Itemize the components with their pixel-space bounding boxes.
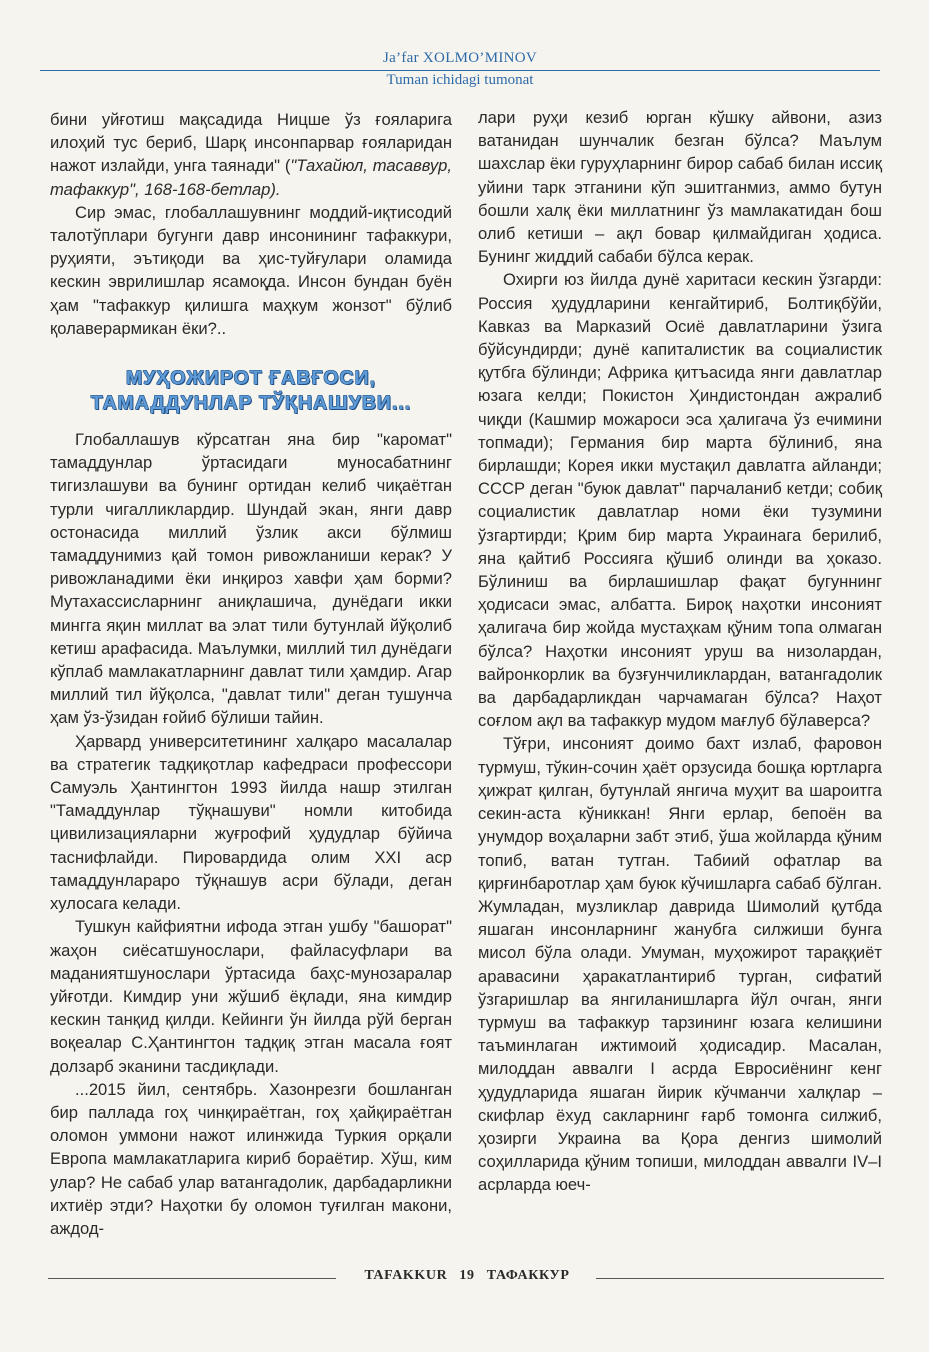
section-heading-line-2: ТАМАДДУНЛАР ТЎҚНАШУВИ... <box>90 392 412 415</box>
footer-right-label: ТАФАККУР <box>486 1268 570 1283</box>
page-number: 19 <box>459 1268 475 1283</box>
left-paragraph-2: Сир эмас, глобаллашувнинг моддий-иқтисодий талотўплари бугунги давр инсонининг тафаккури, руҳияти, эътиқоди ва ҳис-туйғулари оламида кескин эврилишлар ясамоқда. Инсон бундан буён ҳам "тафаккур қилишга маҳкум жонзот" бўлиб қолаверармикан ёки?.. <box>50 202 452 338</box>
section-heading-line-1: МУҲОЖИРОТ ҒАВҒОСИ, <box>125 367 377 390</box>
footer-text <box>344 1268 590 1284</box>
right-paragraph-3: Тўғри, инсоният доимо бахт излаб, фаровон турмуш, тўкин-сочин ҳаёт орзусида бошқа юртларга ҳижрат қилган, бутунлай янгича муҳит ва шароитга секин-аста кўниккан! Янги ерлар, бепоён ва унумдор воҳаларни забт этиб, ўша жойларда қўним топиб, ватан тутган. Табиий офатлар ва қирғинбаротлар ҳам буюк кўчишларга сабаб бўлган. Жумладан, музликлар даврида Шимолий қутбда яшаган инсонларнинг жанубга силжиши бунга мисол бўла олади. Умуман, муҳожирот тараққиёт аравасини ҳаракатлантириб турган, сифатий ўзгаришлар ва янгиланишларга йўл очган, янги турмуш ва тафаккур тарзининг юзага келишини таъминлаган ижтимоий ҳодисадир. Масалан, милоддан аввалги I асрда Евросиёнинг кенг ҳудудларида яшаган йирик кўчманчи халқлар – скифлар ёхуд сакларнинг ғарб томонга силжиб, ҳозирги Украина ва Қора денгиз шимолий соҳилларида қўним топиши, милоддан аввалги IV–I асрларда юеч- <box>478 734 882 1195</box>
left-paragraph-5: Тушкун кайфиятни ифода этган ушбу "башорат" жаҳон сиёсатшунослари, файласуфлари ва маданиятшунослари ўртасида баҳс-мунозаралар уйғотди. Кимдир уни жўшиб ёқлади, яна кимдир кескин танқид қилди. Кейинги ўн йилда рўй берган воқеалар С.Ҳантингтон тадқиқ этган масала ғоят долзарб эканини тасдиқлади. <box>50 917 452 1076</box>
footer-rule-left <box>48 1278 336 1279</box>
left-paragraph-1-reference: "Тахайюл, тасаввур, тафаккур", 168-168-бетлар). <box>50 156 452 199</box>
header-author: Ja’far XOLMO’MINOV <box>382 50 538 66</box>
right-paragraph-2: Охирги юз йилда дунё харитаси кескин ўзгарди: Россия ҳудудларини кенгайтириб, Болтиқбўйи, Кавказ ва Марказий Осиё давлатларини ўзига бўйсундирди; дунё капиталистик ва социалистик қутбга бўлинди; Африка қитъасида янги давлатлар юзага келди; Покистон Ҳиндистондан ажралиб чиқди (Кашмир можароси эса ҳалигача ўз ечимини топмади); Германия бир марта бўлиниб, яна бирлашди; Корея икки мустақил давлатга айланди; СССР деган "буюк давлат" парчаланиб кетди; собиқ социалистик давлатлар номи ёки тузумини ўзгартирди; Қрим бир марта Украинага берилиб, яна қайтиб Россияга қўшиб олинди ва ҳоказо. Бўлиниш ва бирлашишлар фақат бугуннинг ҳодисаси эмас, албатта. Бироқ наҳотки инсоният ҳалигача бир жойда мустаҳкам қўним топа олмаган бўлса? Наҳотки инсоният уруш ва низолардан, вайронкорлик ва бузғунчиликлардан, ватангадолик ва дарбадарликдан чарчамаган бўлса? Наҳот соғлом ақл ва тафаккур мудом мағлуб бўлаверса? <box>478 270 882 731</box>
left-paragraph-3: Глобаллашув кўрсатган яна бир "каромат" тамаддунлар ўртасидаги муносабатнинг тигизлашуви ва бунинг ортидан келиб чиқаётган турли чигалликлардир. Шундай экан, янги давр остонасида миллий ўзлик акси бўлмиш тамаддунимиз қай томон ривожланиши керак? У ривожланадими ёки инқироз хавфи ҳам борми? Мутахассисларнинг аниқлашича, дунёдаги икки мингга яқин миллат ва элат тили бутунлай йўқолиб кетиш арафасида. Маълумки, миллий тил дунёдаги кўплаб мамлакатларнинг давлат тили ҳамдир. Агар миллий тил йўқолса, "давлат тили" деган тушунча ҳам ўз-ўзидан ғойиб бўлиши тайин. <box>50 430 452 728</box>
left-paragraph-6: ...2015 йил, сентябрь. Хазонрезги бошланган бир паллада гоҳ чинқираётган, гоҳ ҳайқираётган оломон уммони нажот илинжида Туркия орқали Европа мамлакатларига кириб бораётир. Хўш, ким улар? Не сабаб улар ватангадолик, дарбадарликни ихтиёр этди? Наҳотки бу оломон туғилган макони, аждод- <box>50 1079 452 1238</box>
left-paragraph-1-text: бини уйғотиш мақсадида Ницше ўз ғояларига илоҳий тус бериб, Шарқ инсонпарвар ғояларидан нажот излайди, унга таянади" ( <box>50 110 452 176</box>
header-subtitle: Tuman ichidagi tumonat <box>386 72 534 88</box>
left-column <box>50 108 452 1240</box>
section-heading <box>50 366 452 416</box>
left-paragraph-4: Ҳарвард университетининг халқаро масалалар ва стратегик тадқиқотлар кафедраси профессори Самуэль Ҳантингтон 1993 йилда нашр этилган "Тамаддунлар тўқнашуви" номли китобида цивилизацияларни жуғрофий ҳудудлар бўйича таснифлайди. Пировардида олим XXI аср тамаддунлараро тўқнашув асри бўлади, деган хулосага келади. <box>50 731 452 914</box>
left-paragraph-1 <box>50 108 452 201</box>
footer-left-label: TAFAKKUR <box>364 1268 448 1283</box>
footer-rule-right <box>596 1278 884 1279</box>
header-rule <box>40 70 880 71</box>
running-header <box>40 50 880 90</box>
right-column <box>478 106 882 1197</box>
page-footer <box>48 1268 884 1290</box>
right-paragraph-1: лари руҳи кезиб юрган кўшку айвони, азиз ватанидан шунчалик безган бўлса? Маълум шахслар ёки гуруҳларнинг бирор сабаб билан иссиқ уйини тарк этганини кўп эшитганмиз, аммо бутун бошли халқ ёки миллатнинг ўз мамлакатидан бош олиб кетиши – ақл бовар қилмайдиган ҳодиса. Бунинг жиддий сабаби бўлса керак. <box>478 108 882 267</box>
